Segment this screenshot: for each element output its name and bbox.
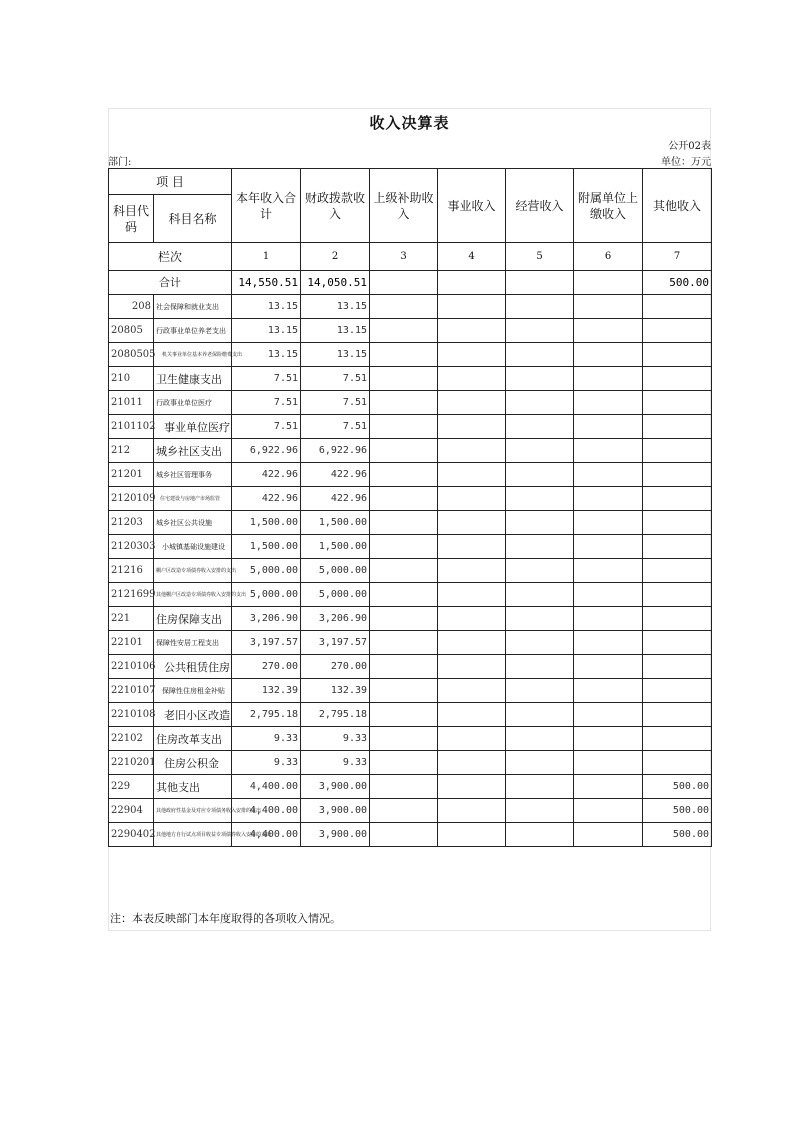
operating-income-cell — [506, 391, 574, 415]
operating-income-cell — [506, 319, 574, 343]
affiliate-income-cell — [574, 751, 643, 775]
business-income-cell — [438, 391, 506, 415]
subject-code-cell: 2080505 — [109, 343, 154, 367]
total-income-cell: 13.15 — [232, 343, 301, 367]
business-income-cell — [438, 439, 506, 463]
table-row — [109, 439, 712, 463]
fiscal-income-cell: 7.51 — [301, 391, 370, 415]
table-row — [109, 607, 712, 631]
summary-fiscal: 14,050.51 — [301, 271, 370, 295]
fiscal-income-cell: 1,500.00 — [301, 511, 370, 535]
business-income-cell — [438, 367, 506, 391]
column-number-3: 3 — [370, 243, 438, 271]
operating-income-cell — [506, 583, 574, 607]
total-income-cell: 6,922.96 — [232, 439, 301, 463]
other-income-cell — [643, 319, 712, 343]
superior-income-cell — [370, 607, 438, 631]
column-number-4: 4 — [438, 243, 506, 271]
operating-income-cell — [506, 343, 574, 367]
other-income-cell — [643, 607, 712, 631]
operating-income-cell — [506, 607, 574, 631]
header-col-superior: 上级补助收入 — [370, 169, 438, 243]
fiscal-income-cell: 9.33 — [301, 727, 370, 751]
subject-code-cell: 21011 — [109, 391, 154, 415]
other-income-cell — [643, 655, 712, 679]
header-col-business: 事业收入 — [438, 169, 506, 243]
business-income-cell — [438, 319, 506, 343]
other-income-cell — [643, 367, 712, 391]
business-income-cell — [438, 487, 506, 511]
subject-name-cell: 其他政府性基金及对应专项债务收入安排的支出 — [154, 799, 232, 823]
subject-name-cell: 保障性安居工程支出 — [154, 631, 232, 655]
subject-name-cell: 行政事业单位医疗 — [154, 391, 232, 415]
operating-income-cell — [506, 463, 574, 487]
header-subject-code: 科目代码 — [109, 195, 154, 243]
column-number-1: 1 — [232, 243, 301, 271]
operating-income-cell — [506, 511, 574, 535]
subject-name-cell: 社会保障和就业支出 — [154, 295, 232, 319]
superior-income-cell — [370, 391, 438, 415]
business-income-cell — [438, 751, 506, 775]
subject-code-cell: 20805 — [109, 319, 154, 343]
superior-income-cell — [370, 535, 438, 559]
subject-code-cell: 2210201 — [109, 751, 154, 775]
other-income-cell — [643, 391, 712, 415]
table-note: 注：本表反映部门本年度取得的各项收入情况。 — [110, 912, 341, 925]
subject-name-cell: 老旧小区改造 — [154, 703, 232, 727]
summary-business — [438, 271, 506, 295]
subject-name-cell: 事业单位医疗 — [154, 415, 232, 439]
operating-income-cell — [506, 487, 574, 511]
table-row — [109, 415, 712, 439]
subject-code-cell: 2120303 — [109, 535, 154, 559]
total-income-cell: 1,500.00 — [232, 511, 301, 535]
subject-code-cell: 22101 — [109, 631, 154, 655]
affiliate-income-cell — [574, 727, 643, 751]
business-income-cell — [438, 727, 506, 751]
subject-code-cell: 2210106 — [109, 655, 154, 679]
income-table — [108, 168, 712, 847]
business-income-cell — [438, 823, 506, 847]
superior-income-cell — [370, 319, 438, 343]
other-income-cell: 500.00 — [643, 775, 712, 799]
subject-code-cell: 21201 — [109, 463, 154, 487]
superior-income-cell — [370, 751, 438, 775]
business-income-cell — [438, 463, 506, 487]
table-row — [109, 391, 712, 415]
report-title: 收入决算表 — [369, 114, 450, 132]
business-income-cell — [438, 775, 506, 799]
table-row — [109, 823, 712, 847]
affiliate-income-cell — [574, 679, 643, 703]
operating-income-cell — [506, 631, 574, 655]
other-income-cell — [643, 535, 712, 559]
subject-code-cell: 229 — [109, 775, 154, 799]
affiliate-income-cell — [574, 583, 643, 607]
total-income-cell: 13.15 — [232, 295, 301, 319]
business-income-cell — [438, 415, 506, 439]
other-income-cell — [643, 751, 712, 775]
fiscal-income-cell: 3,900.00 — [301, 775, 370, 799]
other-income-cell — [643, 415, 712, 439]
table-row — [109, 463, 712, 487]
subject-code-cell: 22904 — [109, 799, 154, 823]
table-row — [109, 775, 712, 799]
subject-code-cell: 21203 — [109, 511, 154, 535]
table-row — [109, 511, 712, 535]
superior-income-cell — [370, 823, 438, 847]
superior-income-cell — [370, 727, 438, 751]
table-code: 公开02表 — [668, 141, 711, 152]
fiscal-income-cell: 7.51 — [301, 415, 370, 439]
header-col-fiscal: 财政拨款收入 — [301, 169, 370, 243]
other-income-cell: 500.00 — [643, 799, 712, 823]
subject-name-cell: 其他棚户区改造专项债券收入安排的支出 — [154, 583, 232, 607]
business-income-cell — [438, 559, 506, 583]
business-income-cell — [438, 295, 506, 319]
total-income-cell: 9.33 — [232, 727, 301, 751]
operating-income-cell — [506, 703, 574, 727]
total-income-cell: 7.51 — [232, 367, 301, 391]
total-income-cell: 9.33 — [232, 751, 301, 775]
summary-label: 合计 — [109, 271, 232, 295]
total-income-cell: 5,000.00 — [232, 559, 301, 583]
table-row — [109, 535, 712, 559]
subject-code-cell: 2290402 — [109, 823, 154, 847]
superior-income-cell — [370, 775, 438, 799]
table-row — [109, 583, 712, 607]
total-income-cell: 3,206.90 — [232, 607, 301, 631]
summary-total: 14,550.51 — [232, 271, 301, 295]
subject-name-cell: 城乡社区支出 — [154, 439, 232, 463]
other-income-cell: 500.00 — [643, 823, 712, 847]
superior-income-cell — [370, 703, 438, 727]
header-col-affiliate: 附属单位上缴收入 — [574, 169, 643, 243]
summary-affiliate — [574, 271, 643, 295]
operating-income-cell — [506, 679, 574, 703]
affiliate-income-cell — [574, 463, 643, 487]
affiliate-income-cell — [574, 343, 643, 367]
affiliate-income-cell — [574, 799, 643, 823]
header-row-label: 栏次 — [109, 243, 232, 271]
business-income-cell — [438, 631, 506, 655]
table-row — [109, 367, 712, 391]
other-income-cell — [643, 463, 712, 487]
affiliate-income-cell — [574, 511, 643, 535]
affiliate-income-cell — [574, 823, 643, 847]
header-col-operating: 经营收入 — [506, 169, 574, 243]
affiliate-income-cell — [574, 607, 643, 631]
subject-code-cell: 210 — [109, 367, 154, 391]
affiliate-income-cell — [574, 367, 643, 391]
business-income-cell — [438, 703, 506, 727]
column-number-6: 6 — [574, 243, 643, 271]
operating-income-cell — [506, 439, 574, 463]
summary-operating — [506, 271, 574, 295]
table-row — [109, 751, 712, 775]
summary-row — [109, 271, 712, 295]
other-income-cell — [643, 295, 712, 319]
header-item-group: 项 目 — [109, 169, 232, 195]
fiscal-income-cell: 422.96 — [301, 463, 370, 487]
operating-income-cell — [506, 751, 574, 775]
fiscal-income-cell: 5,000.00 — [301, 559, 370, 583]
superior-income-cell — [370, 439, 438, 463]
affiliate-income-cell — [574, 655, 643, 679]
affiliate-income-cell — [574, 295, 643, 319]
fiscal-income-cell: 3,206.90 — [301, 607, 370, 631]
other-income-cell — [643, 559, 712, 583]
other-income-cell — [643, 727, 712, 751]
table-row — [109, 559, 712, 583]
total-income-cell: 3,197.57 — [232, 631, 301, 655]
subject-code-cell: 2121699 — [109, 583, 154, 607]
unit-label: 单位：万元 — [661, 157, 711, 168]
subject-name-cell: 其他支出 — [154, 775, 232, 799]
other-income-cell — [643, 679, 712, 703]
table-row — [109, 319, 712, 343]
subject-name-cell: 其他地方自行试点项目收益专项债券收入安排的支出 — [154, 823, 232, 847]
fiscal-income-cell: 13.15 — [301, 319, 370, 343]
summary-other: 500.00 — [643, 271, 712, 295]
operating-income-cell — [506, 367, 574, 391]
total-income-cell: 4,400.00 — [232, 823, 301, 847]
column-number-2: 2 — [301, 243, 370, 271]
superior-income-cell — [370, 799, 438, 823]
header-subject-name: 科目名称 — [154, 195, 232, 243]
table-row — [109, 655, 712, 679]
total-income-cell: 422.96 — [232, 487, 301, 511]
subject-name-cell: 小城镇基础设施建设 — [154, 535, 232, 559]
total-income-cell: 7.51 — [232, 391, 301, 415]
other-income-cell — [643, 511, 712, 535]
fiscal-income-cell: 2,795.18 — [301, 703, 370, 727]
table-row — [109, 799, 712, 823]
total-income-cell: 13.15 — [232, 319, 301, 343]
subject-name-cell: 住房保障支出 — [154, 607, 232, 631]
superior-income-cell — [370, 295, 438, 319]
subject-code-cell: 212 — [109, 439, 154, 463]
subject-code-cell: 208 — [109, 295, 154, 319]
business-income-cell — [438, 535, 506, 559]
other-income-cell — [643, 343, 712, 367]
affiliate-income-cell — [574, 439, 643, 463]
column-number-5: 5 — [506, 243, 574, 271]
fiscal-income-cell: 9.33 — [301, 751, 370, 775]
operating-income-cell — [506, 415, 574, 439]
fiscal-income-cell: 7.51 — [301, 367, 370, 391]
affiliate-income-cell — [574, 319, 643, 343]
superior-income-cell — [370, 655, 438, 679]
business-income-cell — [438, 799, 506, 823]
table-row — [109, 631, 712, 655]
superior-income-cell — [370, 583, 438, 607]
subject-code-cell: 22102 — [109, 727, 154, 751]
superior-income-cell — [370, 487, 438, 511]
total-income-cell: 5,000.00 — [232, 583, 301, 607]
operating-income-cell — [506, 655, 574, 679]
operating-income-cell — [506, 775, 574, 799]
subject-code-cell: 221 — [109, 607, 154, 631]
operating-income-cell — [506, 535, 574, 559]
table-row — [109, 343, 712, 367]
total-income-cell: 7.51 — [232, 415, 301, 439]
fiscal-income-cell: 3,197.57 — [301, 631, 370, 655]
superior-income-cell — [370, 343, 438, 367]
header-col-total: 本年收入合计 — [232, 169, 301, 243]
subject-name-cell: 住宅建设与房地产市场监管 — [154, 487, 232, 511]
total-income-cell: 270.00 — [232, 655, 301, 679]
superior-income-cell — [370, 631, 438, 655]
superior-income-cell — [370, 463, 438, 487]
operating-income-cell — [506, 799, 574, 823]
fiscal-income-cell: 132.39 — [301, 679, 370, 703]
total-income-cell: 1,500.00 — [232, 535, 301, 559]
other-income-cell — [643, 631, 712, 655]
subject-name-cell: 卫生健康支出 — [154, 367, 232, 391]
subject-name-cell: 住房公积金 — [154, 751, 232, 775]
fiscal-income-cell: 13.15 — [301, 343, 370, 367]
superior-income-cell — [370, 367, 438, 391]
superior-income-cell — [370, 559, 438, 583]
other-income-cell — [643, 703, 712, 727]
subject-name-cell: 城乡社区公共设施 — [154, 511, 232, 535]
affiliate-income-cell — [574, 535, 643, 559]
fiscal-income-cell: 3,900.00 — [301, 823, 370, 847]
affiliate-income-cell — [574, 559, 643, 583]
superior-income-cell — [370, 415, 438, 439]
fiscal-income-cell: 6,922.96 — [301, 439, 370, 463]
affiliate-income-cell — [574, 415, 643, 439]
superior-income-cell — [370, 679, 438, 703]
other-income-cell — [643, 439, 712, 463]
business-income-cell — [438, 511, 506, 535]
subject-name-cell: 机关事业单位基本养老保险缴费支出 — [154, 343, 232, 367]
table-row — [109, 703, 712, 727]
fiscal-income-cell: 1,500.00 — [301, 535, 370, 559]
affiliate-income-cell — [574, 487, 643, 511]
business-income-cell — [438, 583, 506, 607]
operating-income-cell — [506, 727, 574, 751]
subject-name-cell: 棚户区改造专项债券收入安排的支出 — [154, 559, 232, 583]
subject-code-cell: 21216 — [109, 559, 154, 583]
column-number-7: 7 — [643, 243, 712, 271]
total-income-cell: 422.96 — [232, 463, 301, 487]
subject-name-cell: 城乡社区管理事务 — [154, 463, 232, 487]
table-row — [109, 679, 712, 703]
operating-income-cell — [506, 559, 574, 583]
affiliate-income-cell — [574, 775, 643, 799]
business-income-cell — [438, 655, 506, 679]
subject-code-cell: 2120109 — [109, 487, 154, 511]
table-row — [109, 727, 712, 751]
fiscal-income-cell: 13.15 — [301, 295, 370, 319]
other-income-cell — [643, 487, 712, 511]
total-income-cell: 4,400.00 — [232, 799, 301, 823]
total-income-cell: 132.39 — [232, 679, 301, 703]
fiscal-income-cell: 5,000.00 — [301, 583, 370, 607]
total-income-cell: 2,795.18 — [232, 703, 301, 727]
operating-income-cell — [506, 823, 574, 847]
business-income-cell — [438, 679, 506, 703]
operating-income-cell — [506, 295, 574, 319]
affiliate-income-cell — [574, 391, 643, 415]
summary-superior — [370, 271, 438, 295]
table-row — [109, 295, 712, 319]
subject-name-cell: 公共租赁住房 — [154, 655, 232, 679]
affiliate-income-cell — [574, 631, 643, 655]
subject-name-cell: 住房改革支出 — [154, 727, 232, 751]
affiliate-income-cell — [574, 703, 643, 727]
fiscal-income-cell: 422.96 — [301, 487, 370, 511]
table-row — [109, 487, 712, 511]
superior-income-cell — [370, 511, 438, 535]
business-income-cell — [438, 607, 506, 631]
fiscal-income-cell: 3,900.00 — [301, 799, 370, 823]
subject-name-cell: 行政事业单位养老支出 — [154, 319, 232, 343]
subject-name-cell: 保障性住房租金补贴 — [154, 679, 232, 703]
business-income-cell — [438, 343, 506, 367]
department-label: 部门: — [108, 157, 132, 168]
subject-code-cell: 2101102 — [109, 415, 154, 439]
other-income-cell — [643, 583, 712, 607]
subject-code-cell: 2210107 — [109, 679, 154, 703]
fiscal-income-cell: 270.00 — [301, 655, 370, 679]
header-col-other: 其他收入 — [643, 169, 712, 243]
total-income-cell: 4,400.00 — [232, 775, 301, 799]
subject-code-cell: 2210108 — [109, 703, 154, 727]
